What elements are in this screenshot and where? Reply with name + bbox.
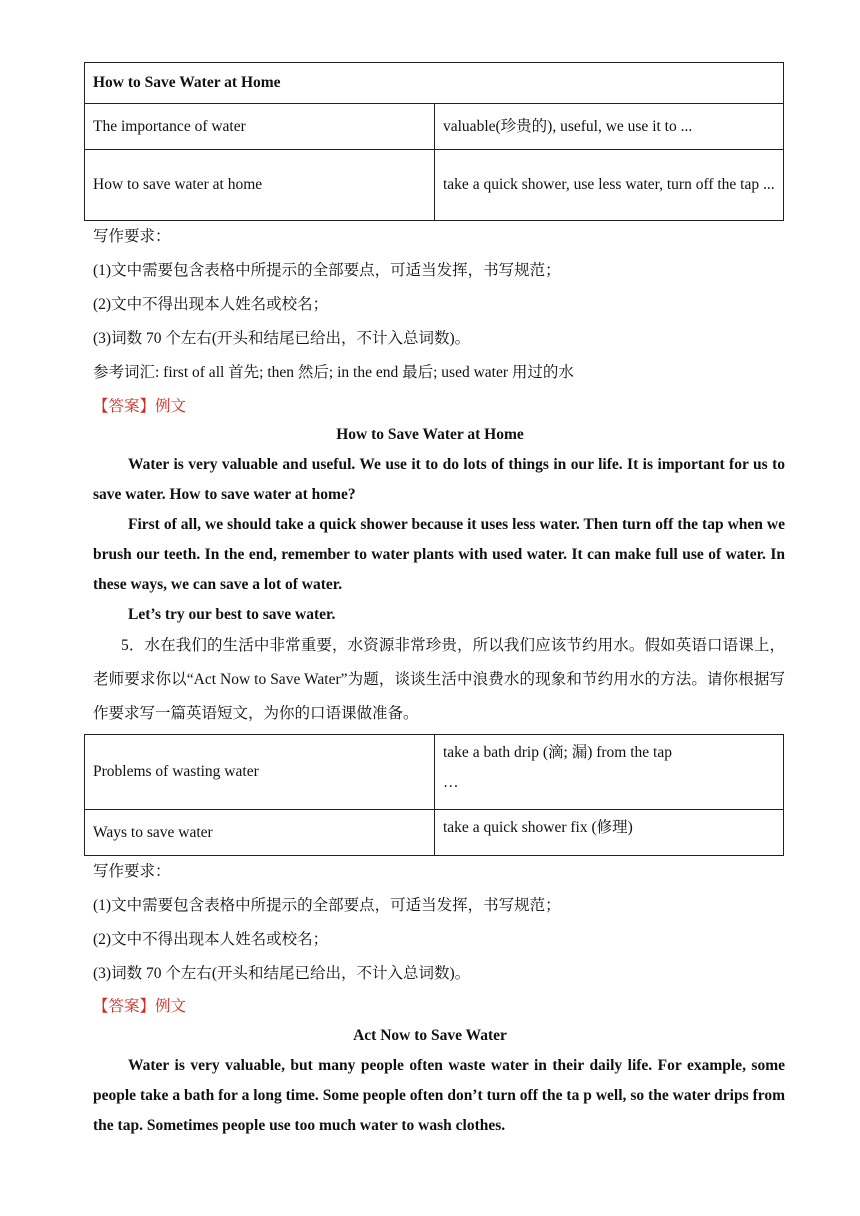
table-wasting-water bbox=[84, 734, 784, 856]
table-cell: take a quick shower, use less water, turn off the tap ... bbox=[435, 150, 784, 221]
vocabulary-hint: 参考词汇: first of all 首先; then 然后; in the end 最后; used water 用过的水 bbox=[93, 364, 574, 381]
table-cell: The importance of water bbox=[85, 104, 435, 150]
essay-title: How to Save Water at Home bbox=[336, 426, 524, 443]
table-save-water-home bbox=[84, 62, 784, 221]
essay-paragraph: First of all, we should take a quick shower because it uses less water. Then turn off the tap when we brush our teeth. In the end, remember to water plants with used water. It can make full use of water. In these ways, we can save a lot of water. bbox=[93, 516, 785, 593]
answer-tag: 【答案】 bbox=[93, 998, 156, 1015]
table-header: How to Save Water at Home bbox=[85, 63, 784, 104]
answer-label bbox=[93, 394, 186, 416]
table-cell-line: … bbox=[443, 774, 459, 791]
answer-label bbox=[93, 994, 186, 1016]
requirement-item: (3)词数 70 个左右(开头和结尾已给出，不计入总词数)。 bbox=[93, 330, 471, 347]
table-cell: take a quick shower fix (修理) bbox=[435, 810, 784, 856]
answer-tag: 【答案】 bbox=[93, 398, 156, 415]
essay-title: Act Now to Save Water bbox=[353, 1027, 507, 1044]
requirements-heading: 写作要求： bbox=[93, 863, 171, 880]
table-cell: valuable(珍贵的), useful, we use it to ... bbox=[435, 104, 784, 150]
answer-type: 例文 bbox=[155, 998, 187, 1015]
essay-paragraph: Let’s try our best to save water. bbox=[128, 606, 336, 623]
requirement-item: (2)文中不得出现本人姓名或校名； bbox=[93, 931, 329, 948]
table-cell bbox=[435, 735, 784, 810]
requirement-item: (2)文中不得出现本人姓名或校名； bbox=[93, 296, 329, 313]
requirement-item: (1)文中需要包含表格中所提示的全部要点，可适当发挥，书写规范； bbox=[93, 897, 561, 914]
requirements-heading: 写作要求： bbox=[93, 228, 171, 245]
requirement-item: (3)词数 70 个左右(开头和结尾已给出，不计入总词数)。 bbox=[93, 965, 471, 982]
question-5: 5．水在我们的生活中非常重要，水资源非常珍贵，所以我们应该节约用水。假如英语口语课上，老师要求你以“Act Now to Save Water”为题，谈谈生活中浪费水的现象和节约用水的方法。请你根据写作要求写一篇英语短文，为你的口语课做准备。 bbox=[93, 637, 785, 722]
essay-paragraph: Water is very valuable and useful. We use it to do lots of things in our life. It is important for us to save water. How to save water at home? bbox=[93, 456, 785, 503]
essay-paragraph: Water is very valuable, but many people often waste water in their daily life. For example, some people take a bath for a long time. Some people often don’t turn off the ta p well, so the water drips from the tap. Sometimes people use too much water to wash clothes. bbox=[93, 1057, 785, 1134]
table-cell: How to save water at home bbox=[85, 150, 435, 221]
table-cell: Ways to save water bbox=[85, 810, 435, 856]
table-cell-line: take a bath drip (滴; 漏) from the tap bbox=[443, 744, 672, 761]
answer-type: 例文 bbox=[155, 398, 187, 415]
requirement-item: (1)文中需要包含表格中所提示的全部要点，可适当发挥，书写规范； bbox=[93, 262, 561, 279]
table-cell: Problems of wasting water bbox=[85, 735, 435, 810]
